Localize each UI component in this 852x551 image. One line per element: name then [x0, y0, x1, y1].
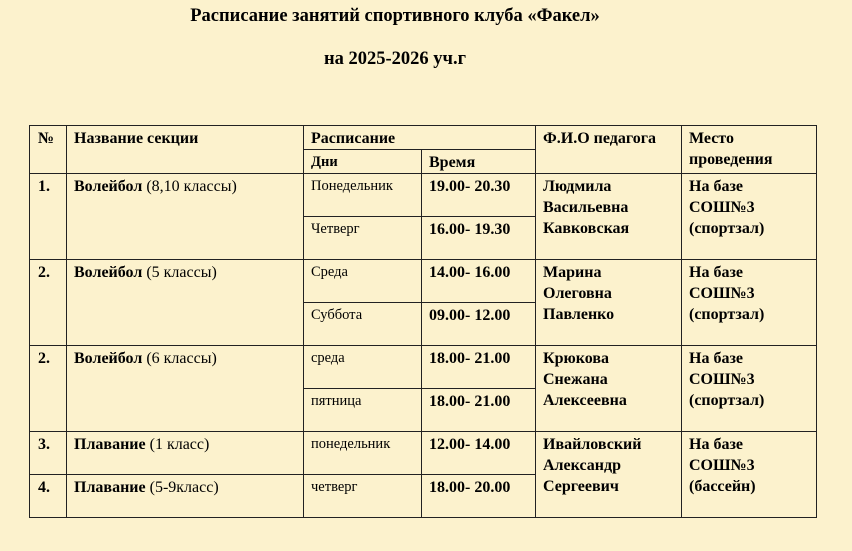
- day-cell: понедельник: [304, 432, 422, 475]
- time-cell: 14.00- 16.00: [422, 260, 536, 303]
- header-schedule: Расписание: [304, 126, 536, 150]
- section-name: Волейбол: [74, 264, 143, 281]
- section-detail: (6 классы): [142, 350, 217, 367]
- row-num: 4.: [30, 475, 67, 518]
- day-cell: Понедельник: [304, 174, 422, 217]
- header-place: Место проведения: [682, 126, 817, 174]
- page-subtitle: на 2025-2026 уч.г: [323, 49, 467, 69]
- header-days: Дни: [304, 150, 422, 174]
- place-cell: На базе СОШ№3 (бассейн): [682, 432, 817, 518]
- time-cell: 18.00- 20.00: [422, 475, 536, 518]
- place-cell: На базе СОШ№3 (спортзал): [682, 260, 817, 346]
- row-num: 3.: [30, 432, 67, 475]
- header-teacher: Ф.И.О педагога: [536, 126, 682, 174]
- time-cell: 19.00- 20.30: [422, 174, 536, 217]
- section-name: Плавание: [74, 436, 146, 453]
- section-detail: (5-9класс): [145, 479, 219, 496]
- section-cell: [67, 260, 304, 346]
- day-cell: среда: [304, 346, 422, 389]
- section-detail: (1 класс): [145, 436, 210, 453]
- section-cell: [67, 432, 304, 475]
- section-cell: [67, 475, 304, 518]
- page-title: Расписание занятий спортивного клуба «Факел»: [190, 6, 600, 26]
- header-time: Время: [422, 150, 536, 174]
- teacher-cell: Людмила Васильевна Кавковская: [536, 174, 682, 260]
- section-name: Плавание: [74, 479, 146, 496]
- section-cell: [67, 346, 304, 432]
- place-cell: На базе СОШ№3 (спортзал): [682, 174, 817, 260]
- teacher-cell: Крюкова Снежана Алексеевна: [536, 346, 682, 432]
- section-cell: [67, 174, 304, 260]
- time-cell: 18.00- 21.00: [422, 389, 536, 432]
- row-num: 2.: [30, 260, 67, 346]
- section-detail: (5 классы): [142, 264, 217, 281]
- header-num: №: [30, 126, 67, 174]
- day-cell: Суббота: [304, 303, 422, 346]
- teacher-cell: Марина Олеговна Павленко: [536, 260, 682, 346]
- place-cell: На базе СОШ№3 (спортзал): [682, 346, 817, 432]
- time-cell: 16.00- 19.30: [422, 217, 536, 260]
- row-num: 1.: [30, 174, 67, 260]
- day-cell: Четверг: [304, 217, 422, 260]
- day-cell: Среда: [304, 260, 422, 303]
- time-cell: 12.00- 14.00: [422, 432, 536, 475]
- row-num: 2.: [30, 346, 67, 432]
- header-section: Название секции: [67, 126, 304, 174]
- section-name: Волейбол: [74, 350, 143, 367]
- day-cell: четверг: [304, 475, 422, 518]
- time-cell: 18.00- 21.00: [422, 346, 536, 389]
- section-name: Волейбол: [74, 178, 143, 195]
- time-cell: 09.00- 12.00: [422, 303, 536, 346]
- schedule-table: [29, 125, 817, 518]
- day-cell: пятница: [304, 389, 422, 432]
- section-detail: (8,10 классы): [142, 178, 237, 195]
- teacher-cell: Ивайловский Александр Сергеевич: [536, 432, 682, 518]
